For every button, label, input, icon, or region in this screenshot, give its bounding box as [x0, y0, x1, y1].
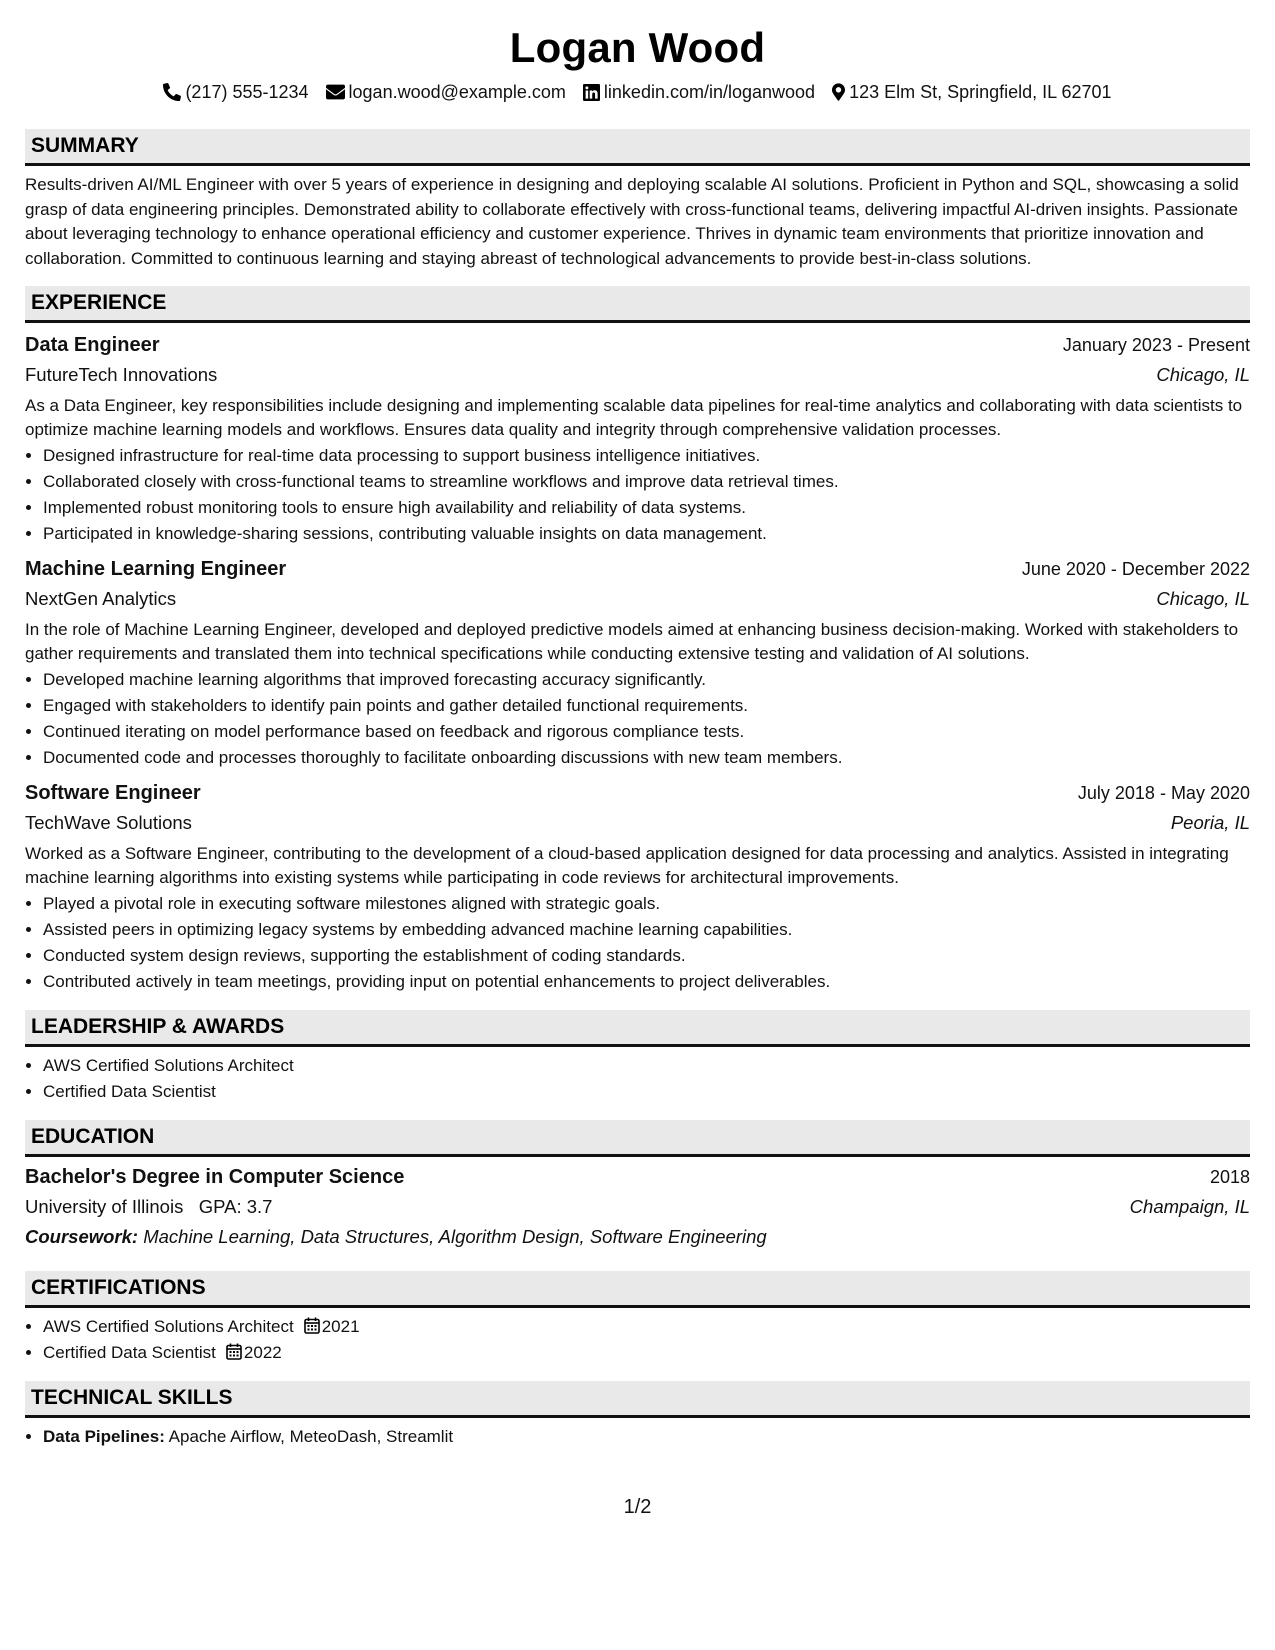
phone-text: (217) 555-1234 [185, 82, 309, 102]
section-heading-certifications: CERTIFICATIONS [25, 1271, 1250, 1308]
job-description: As a Data Engineer, key responsibilities include designing and implementing scalable data pipelines for real-time analytics and collaborating with data scientists to optimize machine learning models and workflows. Ensures data quality and integrity through comprehensive validation processes. [25, 396, 1243, 439]
contact-address [832, 80, 1112, 104]
education-entry [25, 1162, 1250, 1252]
school-name: University of Illinois [25, 1196, 184, 1217]
leadership-list [25, 1053, 1250, 1105]
job-dates: July 2018 - May 2020 [1077, 783, 1250, 803]
linkedin-icon [583, 84, 600, 101]
job-title: Machine Learning Engineer [25, 558, 287, 580]
list-item: • Continued iterating on model performance based on feedback and rigorous compliance tests. [43, 719, 1250, 745]
job-bullet-list [25, 667, 1250, 771]
section-heading-education: EDUCATION [25, 1120, 1250, 1157]
map-marker-icon [832, 83, 845, 101]
list-item: • Certified Data Scientist [43, 1079, 1250, 1105]
school-line [25, 1192, 272, 1222]
address-text: 123 Elm St, Springfield, IL 62701 [849, 82, 1112, 102]
list-item: • Conducted system design reviews, supporting the establishment of coding standards. [43, 943, 1250, 969]
coursework-list: Machine Learning, Data Structures, Algorithm Design, Software Engineering [143, 1226, 767, 1247]
job-bullet-list [25, 891, 1250, 995]
experience-entry [25, 330, 1250, 547]
coursework-label: Coursework: [25, 1226, 139, 1247]
list-item [43, 1340, 1250, 1366]
list-item: • Participated in knowledge-sharing sessions, contributing valuable insights on data management. [43, 521, 1250, 547]
skills-list [25, 1424, 1250, 1450]
section-heading-leadership: LEADERSHIP & AWARDS [25, 1010, 1250, 1047]
summary-paragraph: Results-driven AI/ML Engineer with over 5 years of experience in designing and deploying scalable AI solutions. Proficient in Python and SQL, showcasing a solid grasp of data engineering principles. Demonstrated ability to collaborate effectively with cross-functional teams, delivering impactful AI-driven insights. Passionate about leveraging technology to enhance operational efficiency and customer experience. Thrives in dynamic team environments that prioritize innovation and collaboration. Committed to continuous learning and staying abreast of technological advancements to provide best-in-class solutions. [25, 175, 1239, 268]
list-item: • Played a pivotal role in executing software milestones aligned with strategic goals. [43, 891, 1250, 917]
list-item: • Designed infrastructure for real-time data processing to support business intelligence initiatives. [43, 443, 1250, 469]
contact-email[interactable] [326, 80, 566, 104]
experience-entry [25, 554, 1250, 771]
job-bullet-list [25, 443, 1250, 547]
section-heading-experience: EXPERIENCE [25, 286, 1250, 323]
list-item [43, 1424, 1250, 1450]
list-item: • Assisted peers in optimizing legacy systems by embedding advanced machine learning capabilities. [43, 917, 1250, 943]
skill-values: Apache Airflow, MeteoDash, Streamlit [168, 1427, 454, 1446]
list-item: • Engaged with stakeholders to identify pain points and gather detailed functional requirements. [43, 693, 1250, 719]
experience-entry [25, 778, 1250, 995]
list-item: • Documented code and processes thoroughly to facilitate onboarding discussions with new team members. [43, 745, 1250, 771]
skill-category: Data Pipelines: [43, 1427, 165, 1446]
envelope-icon [326, 84, 345, 100]
school-location: Champaign, IL [1129, 1196, 1250, 1217]
job-description: In the role of Machine Learning Engineer, developed and deployed predictive models aimed at enhancing business decision-making. Worked with stakeholders to gather requirements and translated them into technical specifications while conducting extensive testing and validation of AI solutions. [25, 620, 1239, 663]
resume-page [25, 22, 1250, 1450]
job-company: TechWave Solutions [25, 812, 192, 833]
job-dates: June 2020 - December 2022 [1021, 559, 1250, 579]
job-description: Worked as a Software Engineer, contributing to the development of a cloud-based application designed for data processing and analytics. Assisted in integrating machine learning algorithms into existing systems while participating in code reviews for architectural improvements. [25, 844, 1229, 887]
certifications-list [25, 1314, 1250, 1366]
candidate-name: Logan Wood [509, 24, 766, 71]
list-item: • Collaborated closely with cross-functional teams to streamline workflows and improve data retrieval times. [43, 469, 1250, 495]
list-item: • Implemented robust monitoring tools to ensure high availability and reliability of data systems. [43, 495, 1250, 521]
linkedin-link[interactable]: linkedin.com/in/loganwood [603, 82, 816, 102]
gpa: GPA: 3.7 [198, 1196, 273, 1217]
list-item: • AWS Certified Solutions Architect [43, 1053, 1250, 1079]
calendar-icon [304, 1317, 320, 1334]
calendar-icon [226, 1343, 242, 1360]
certification-year: 2022 [243, 1343, 282, 1362]
graduation-year: 2018 [1209, 1167, 1250, 1187]
job-title: Data Engineer [25, 334, 160, 356]
email-link[interactable]: logan.wood@example.com [348, 82, 566, 102]
job-location: Peoria, IL [1170, 812, 1250, 833]
certification-name: Certified Data Scientist [43, 1343, 216, 1362]
certification-year: 2021 [321, 1317, 360, 1336]
job-title: Software Engineer [25, 782, 201, 804]
job-location: Chicago, IL [1156, 364, 1250, 385]
list-item: • Contributed actively in team meetings, providing input on potential enhancements to project deliverables. [43, 969, 1250, 995]
contact-bar [25, 80, 1250, 104]
job-company: FutureTech Innovations [25, 364, 218, 385]
coursework-line [25, 1222, 1250, 1252]
phone-icon [163, 83, 181, 101]
contact-phone [163, 80, 308, 104]
degree-title: Bachelor's Degree in Computer Science [25, 1166, 405, 1188]
contact-linkedin[interactable] [583, 80, 815, 104]
page-number: 1/2 [623, 1496, 652, 1518]
list-item: • Developed machine learning algorithms that improved forecasting accuracy significantly. [43, 667, 1250, 693]
section-heading-skills: TECHNICAL SKILLS [25, 1381, 1250, 1418]
job-company: NextGen Analytics [25, 588, 177, 609]
job-dates: January 2023 - Present [1062, 335, 1250, 355]
job-location: Chicago, IL [1156, 588, 1250, 609]
list-item [43, 1314, 1250, 1340]
section-heading-summary: SUMMARY [25, 129, 1250, 166]
certification-name: AWS Certified Solutions Architect [43, 1317, 294, 1336]
